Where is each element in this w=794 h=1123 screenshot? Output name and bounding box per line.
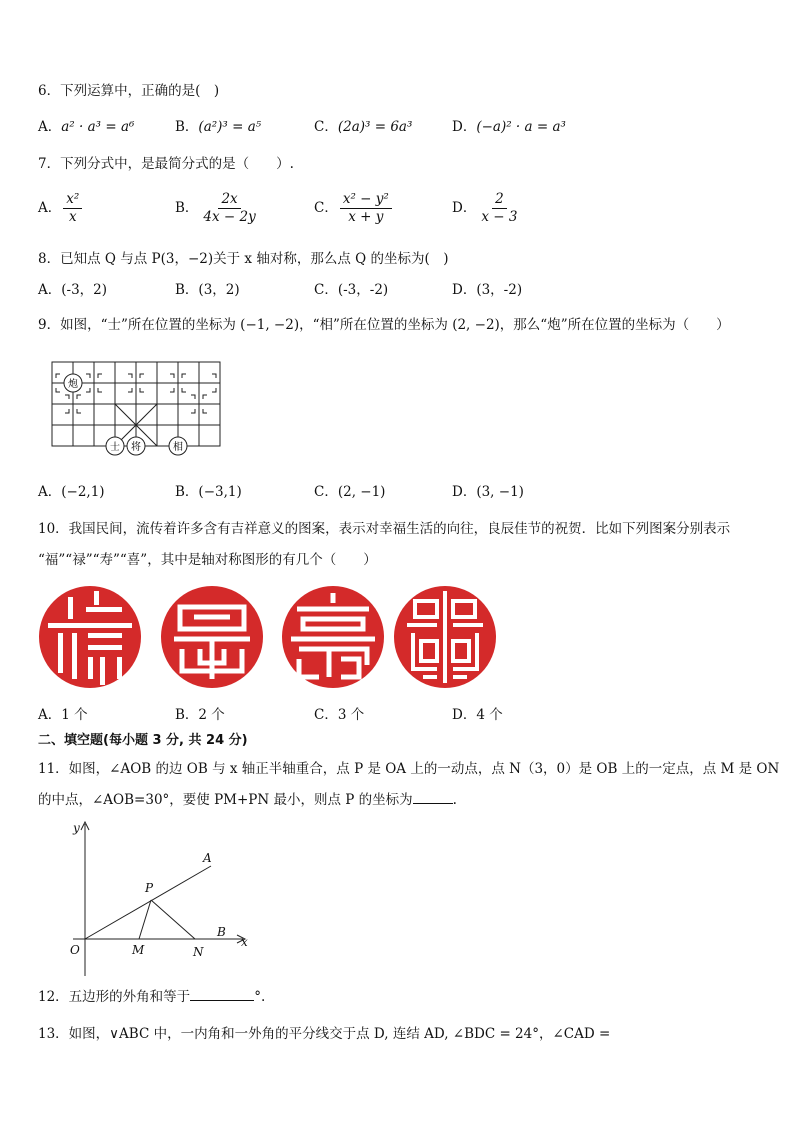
q12-answer-blank xyxy=(190,988,254,1001)
chess-piece-xiang xyxy=(169,437,187,455)
q10-stem-line2: “福”“禄”“寿”“喜”，其中是轴对称图形的有几个（ ） xyxy=(38,552,377,568)
svg-text:相: 相 xyxy=(173,442,183,453)
svg-text:x: x xyxy=(241,935,248,949)
q8-option-a: A．(-3，2) xyxy=(38,282,108,298)
q10-option-d: D．4 个 xyxy=(452,707,503,723)
q9-option-a: A．(−2,1) xyxy=(38,484,105,500)
svg-text:O: O xyxy=(70,943,80,957)
svg-text:炮: 炮 xyxy=(68,379,78,390)
q6-option-d: D．(−a)² · a = a³ xyxy=(452,119,566,135)
q11-answer-blank xyxy=(413,791,453,804)
chess-board-figure xyxy=(48,358,224,460)
svg-text:y: y xyxy=(73,821,80,835)
q10-option-b: B．2 个 xyxy=(175,707,225,723)
q8-stem: 8．已知点 Q 与点 P(3，−2)关于 x 轴对称，那么点 Q 的坐标为( ) xyxy=(38,251,449,267)
q9-option-c: C．(2, −1) xyxy=(314,484,386,500)
q11-line2: 的中点，∠AOB=30°，要使 PM+PN 最小，则点 P 的坐标为 . xyxy=(38,792,457,808)
q9-option-d: D．(3, −1) xyxy=(452,484,524,500)
fu-emblem-image xyxy=(38,585,142,689)
svg-text:M: M xyxy=(132,943,145,957)
chess-piece-jiang xyxy=(127,437,145,455)
q7-option-b: B． $\frac{2x}{4x - 2y}$ xyxy=(175,191,256,225)
chess-piece-pao xyxy=(64,374,82,392)
q8-option-d: D．(3，-2) xyxy=(452,282,523,298)
q8-option-c: C．(-3，-2) xyxy=(314,282,389,298)
svg-text:N: N xyxy=(193,945,204,959)
q10-option-c: C．3 个 xyxy=(314,707,365,723)
chess-piece-shi xyxy=(106,437,124,455)
q11-line1: 11．如图，∠AOB 的边 OB 与 x 轴正半轴重合，点 P 是 OA 上的一动点，点 N（3，0）是 OB 上的一定点，点 M 是 ON xyxy=(38,761,780,777)
q9-stem: 9．如图，“士”所在位置的坐标为 (−1, −2)，“相”所在位置的坐标为 (2, −2)，那么“炮”所在位置的坐标为（ ） xyxy=(38,317,730,333)
svg-text:士: 士 xyxy=(110,442,120,453)
q7-option-a: A． $\frac{\text{x²}}{x}$ xyxy=(38,192,84,225)
svg-text:A: A xyxy=(203,851,212,865)
q9-option-b: B．(−3,1) xyxy=(175,484,242,500)
q6-option-b: B．(a²)³ = a⁵ xyxy=(175,119,262,135)
q10-stem-line1: 10．我国民间，流传着许多含有吉祥意义的图案，表示对幸福生活的向往，良辰佳节的祝贺．比如下列图案分别表示 xyxy=(38,521,731,537)
q6-option-a: A．a² · a³ = a⁶ xyxy=(38,119,135,135)
q7-option-d: D． $\frac{2}{x - 3}$ xyxy=(452,191,518,225)
svg-text:将: 将 xyxy=(131,442,141,453)
q10-option-a: A．1 个 xyxy=(38,707,88,723)
svg-text:P: P xyxy=(145,881,154,895)
q12-text: 12．五边形的外角和等于 °. xyxy=(38,989,266,1005)
lu-emblem-image xyxy=(160,585,264,689)
q11-geometry-figure xyxy=(55,812,255,980)
shou-emblem-image xyxy=(281,585,385,689)
q8-option-b: B．(3，2) xyxy=(175,282,240,298)
q7-option-c: C． $\frac{\text{x² − y²}}{x + y}$ xyxy=(314,192,394,225)
section-title: 二、填空题(每小题 3 分, 共 24 分) xyxy=(38,733,248,748)
q7-stem: 7．下列分式中，是最简分式的是（ ）. xyxy=(38,156,294,172)
q13-text: 13．如图，∨ABC 中，一内角和一外角的平分线交于点 D, 连结 AD, ∠BDC = 24°，∠CAD = xyxy=(38,1026,611,1042)
q6-stem: 6．下列运算中，正确的是( ) xyxy=(38,83,220,99)
q6-option-c: C．(2a)³ = 6a³ xyxy=(314,119,413,135)
xi-emblem-image xyxy=(393,585,497,689)
svg-text:B: B xyxy=(217,925,226,939)
